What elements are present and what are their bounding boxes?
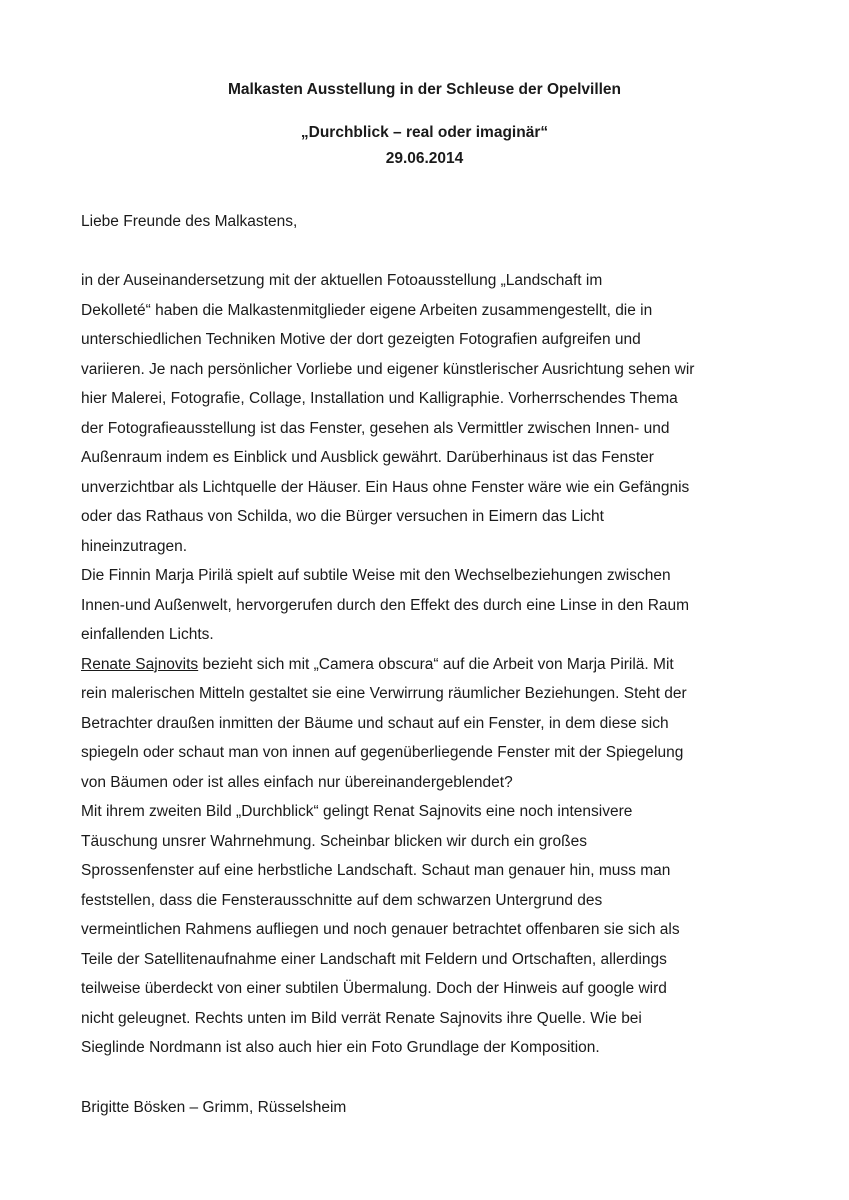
letter-body: [81, 266, 771, 1063]
paragraph-3: [81, 650, 771, 798]
text-line: nicht geleugnet. Rechts unten im Bild verrät Renate Sajnovits ihre Quelle. Wie bei: [81, 1009, 642, 1027]
text-line: Sieglinde Nordmann ist also auch hier ein Foto Grundlage der Komposition.: [81, 1039, 600, 1056]
text-line: variieren. Je nach persönlicher Vorliebe und eigener künstlerischer Ausrichtung sehen wir: [81, 360, 695, 378]
text-line: von Bäumen oder ist alles einfach nur übereinandergeblendet?: [81, 773, 513, 791]
text-line: Teile der Satellitenaufnahme einer Landschaft mit Feldern und Ortschaften, allerdings: [81, 950, 667, 968]
text-line: vermeintlichen Rahmens aufliegen und noch genauer betrachtet offenbaren sie sich als: [81, 921, 680, 938]
text-line: Täuschung unsrer Wahrnehmung. Scheinbar blicken wir durch ein großes: [81, 832, 588, 850]
text-line: Innen-und Außenwelt, hervorgerufen durch den Effekt des durch eine Linse in den Raum: [81, 596, 690, 614]
text-line: Die Finnin Marja Pirilä spielt auf subtile Weise mit den Wechselbeziehungen zwischen: [81, 567, 671, 584]
text-line: in der Auseinandersetzung mit der aktuellen Fotoausstellung „Landschaft im: [81, 272, 603, 289]
paragraph-2: [81, 561, 771, 650]
document-title: Malkasten Ausstellung in der Schleuse der Opelvillen: [227, 81, 622, 98]
text-line: [81, 650, 771, 680]
document-date: 29.06.2014: [385, 150, 464, 167]
text-segment: bezieht sich mit „Camera obscura“ auf die Arbeit von Marja Pirilä. Mit: [198, 655, 674, 673]
text-line: teilweise überdeckt von einer subtilen Übermalung. Doch der Hinweis auf google wird: [81, 980, 667, 997]
text-line: unterschiedlichen Techniken Motive der dort gezeigten Fotografien aufgreifen und: [81, 331, 641, 348]
text-line: rein malerischen Mitteln gestaltet sie eine Verwirrung räumlicher Beziehungen. Steht der: [81, 685, 687, 702]
text-line: feststellen, dass die Fensterausschnitte auf dem schwarzen Untergrund des: [81, 891, 603, 909]
text-line: spiegeln oder schaut man von innen auf gegenüberliegende Fenster mit der Spiegelung: [81, 744, 684, 761]
text-line: Dekolleté“ haben die Malkastenmitglieder eigene Arbeiten zusammengestellt, die in: [81, 301, 653, 319]
text-line: oder das Rathaus von Schilda, wo die Bürger versuchen in Eimern das Licht: [81, 508, 604, 525]
text-line: hier Malerei, Fotografie, Collage, Installation und Kalligraphie. Vorherrschendes Thema: [81, 390, 678, 407]
paragraph-1: [81, 266, 771, 561]
greeting: Liebe Freunde des Malkastens,: [81, 213, 298, 230]
text-line: Betrachter draußen inmitten der Bäume und schaut auf ein Fenster, in dem diese sich: [81, 714, 669, 732]
text-line: Sprossenfenster auf eine herbstliche Landschaft. Schaut man genauer hin, muss man: [81, 862, 671, 879]
text-line: unverzichtbar als Lichtquelle der Häuser. Ein Haus ohne Fenster wäre wie ein Gefängnis: [81, 478, 690, 496]
text-line: einfallenden Lichts.: [81, 626, 214, 643]
exhibition-subtitle: „Durchblick – real oder imaginär“: [300, 124, 549, 141]
text-line: Mit ihrem zweiten Bild „Durchblick“ gelingt Renat Sajnovits eine noch intensivere: [81, 803, 633, 820]
text-line: Außenraum indem es Einblick und Ausblick gewährt. Darüberhinaus ist das Fenster: [81, 449, 654, 466]
paragraph-4: [81, 797, 771, 1063]
text-line: hineinzutragen.: [81, 537, 187, 555]
artist-link-renate-sajnovits[interactable]: Renate Sajnovits: [81, 655, 199, 673]
text-line: der Fotografieausstellung ist das Fenster, gesehen als Vermittler zwischen Innen- und: [81, 419, 670, 437]
signature: Brigitte Bösken – Grimm, Rüsselsheim: [81, 1099, 347, 1116]
